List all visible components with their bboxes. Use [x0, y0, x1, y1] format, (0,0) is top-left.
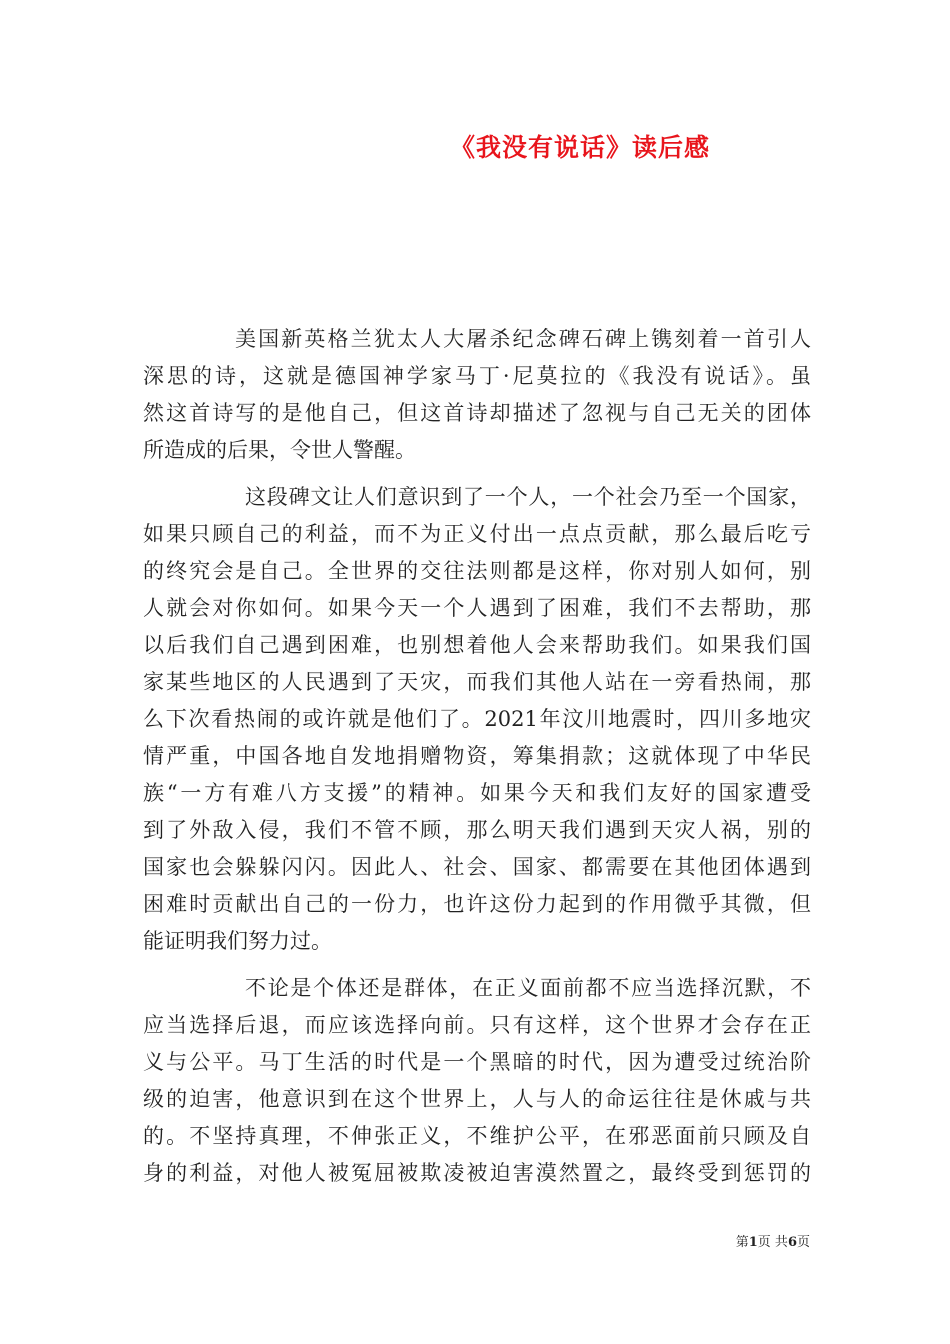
- text-line: 级的迫害，他意识到在这个世界上，人与人的命运往往是休戚与共: [143, 1087, 811, 1111]
- text-line: 么下次看热闹的或许就是他们了。2021年汶川地震时，四川多地灾: [143, 707, 811, 731]
- text-line: 的终究会是自己。全世界的交往法则都是这样，你对别人如何，别: [143, 559, 811, 583]
- text-line: 族“一方有难八方支援”的精神。如果今天和我们友好的国家遭受: [143, 781, 811, 805]
- current-page-number: 1: [748, 1235, 758, 1250]
- text-line: 所造成的后果，令世人警醒。: [143, 438, 416, 462]
- text-line: 美国新英格兰犹太人大屠杀纪念碑石碑上镌刻着一首引人: [235, 327, 811, 351]
- text-line: 困难时贡献出自己的一份力，也许这份力起到的作用微乎其微，但: [143, 892, 811, 916]
- document-body: [143, 321, 811, 1202]
- text-line: 人就会对你如何。如果今天一个人遇到了困难，我们不去帮助，那: [143, 596, 811, 620]
- text-line: 国家也会躲躲闪闪。因此人、社会、国家、都需要在其他团体遇到: [143, 855, 811, 879]
- footer-middle: 页 共: [757, 1235, 788, 1250]
- paragraph-1: [143, 321, 811, 469]
- text-line: 义与公平。马丁生活的时代是一个黑暗的时代，因为遭受过统治阶: [143, 1050, 811, 1074]
- text-line: 情严重，中国各地自发地捐赠物资，筹集捐款；这就体现了中华民: [143, 744, 811, 768]
- footer-suffix: 页: [796, 1235, 810, 1250]
- text-line: 身的利益，对他人被冤屈被欺凌被迫害漠然置之，最终受到惩罚的: [143, 1161, 811, 1185]
- text-line: 这段碑文让人们意识到了一个人，一个社会乃至一个国家，: [245, 485, 811, 509]
- paragraph-3: [143, 970, 811, 1192]
- text-line: 不论是个体还是群体，在正义面前都不应当选择沉默，不: [245, 976, 811, 1000]
- document-title: 《我没有说话》读后感: [449, 133, 710, 162]
- text-line: 能证明我们努力过。: [143, 929, 332, 953]
- text-line: 以后我们自己遇到困难，也别想着他人会来帮助我们。如果我们国: [143, 633, 811, 657]
- paragraph-2: [143, 479, 811, 960]
- text-line: 深思的诗，这就是德国神学家马丁·尼莫拉的《我没有说话》。虽: [143, 364, 811, 388]
- text-line: 的。不坚持真理，不伸张正义，不维护公平，在邪恶面前只顾及自: [143, 1124, 811, 1148]
- text-line: 然这首诗写的是他自己，但这首诗却描述了忽视与自己无关的团体: [143, 401, 811, 425]
- text-line: 应当选择后退，而应该选择向前。只有这样，这个世界才会存在正: [143, 1013, 811, 1037]
- footer-prefix: 第: [735, 1235, 749, 1250]
- total-page-count: 6: [787, 1235, 797, 1250]
- text-line: 家某些地区的人民遇到了天灾，而我们其他人站在一旁看热闹，那: [143, 670, 811, 694]
- text-line: 到了外敌入侵，我们不管不顾，那么明天我们遇到天灾人祸，别的: [143, 818, 811, 842]
- text-line: 如果只顾自己的利益，而不为正义付出一点点贡献，那么最后吃亏: [143, 522, 811, 546]
- page-footer: [736, 1231, 810, 1250]
